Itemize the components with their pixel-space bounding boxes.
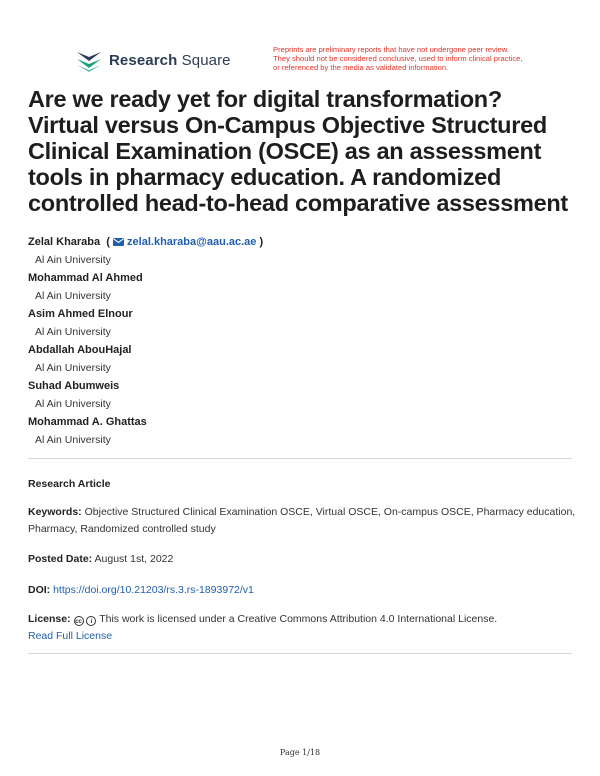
attribution-icon: i [86,616,96,626]
divider [28,653,572,654]
posted-date-value: August 1st, 2022 [94,553,174,565]
author-name: Abdallah AbouHajal [28,344,132,356]
author-item [28,414,576,450]
author-item: Zelal Kharaba ( zelal.kharaba@aau.ac.ae ) Al Ain University [28,234,576,270]
license-text: This work is licensed under a Creative Commons Attribution 4.0 International License. [99,613,498,625]
keywords-text: Objective Structured Clinical Examination OSCE, Virtual OSCE, On-campus OSCE, Pharmacy education, Pharmacy, Randomized controlled study [28,506,576,535]
read-full-license-link[interactable]: Read Full License [28,630,113,642]
divider [28,458,572,459]
license [28,611,576,645]
posted-date [28,551,576,568]
research-square-logo[interactable] [75,48,231,72]
author-email-link[interactable]: zelal.kharaba@aau.ac.ae [127,236,257,248]
author-item [28,378,576,414]
doi-link[interactable]: https://doi.org/10.21203/rs.3.rs-1893972/v1 [53,584,254,596]
author-name: Zelal Kharaba [28,236,101,248]
preprint-notice [273,45,563,72]
research-square-logo-icon [75,48,103,72]
creative-commons-icon: cc [74,616,84,626]
author-item [28,270,576,306]
author-affiliation: Al Ain University [35,398,111,410]
author-affiliation: Al Ain University [35,254,111,266]
author-list [28,234,576,450]
header [75,45,565,78]
notice-line: They should not be considered conclusive, used to inform clinical practice, [273,54,523,63]
author-affiliation: Al Ain University [35,290,111,302]
author-name: Mohammad Al Ahmed [28,272,143,284]
author-affiliation: Al Ain University [35,362,111,374]
doi [28,582,576,599]
author-name: Suhad Abumweis [28,380,120,392]
mail-icon [113,238,124,246]
author-affiliation: Al Ain University [35,326,111,338]
author-item [28,306,576,342]
logo-text: Research Square [109,51,231,69]
license-label: License: [28,613,71,625]
article-type: Research Article [28,478,111,490]
keywords [28,504,576,538]
paper-title: Are we ready yet for digital transformation? Virtual versus On-Campus Objective Structured Clinical Examination (OSCE) as an assessment tools in pharmacy education. A randomized controlled head-to-head comparative assessment [28,86,568,216]
page-number: Page 1/18 [279,748,321,757]
author-name: Asim Ahmed Elnour [28,308,133,320]
notice-line: or referenced by the media as validated information. [273,63,449,72]
author-affiliation: Al Ain University [35,434,111,446]
posted-date-label: Posted Date: [28,553,93,565]
doi-label: DOI: [28,584,51,596]
keywords-label: Keywords: [28,506,82,518]
notice-line: Preprints are preliminary reports that have not undergone peer review. [273,45,509,54]
author-name: Mohammad A. Ghattas [28,416,147,428]
author-item [28,342,576,378]
